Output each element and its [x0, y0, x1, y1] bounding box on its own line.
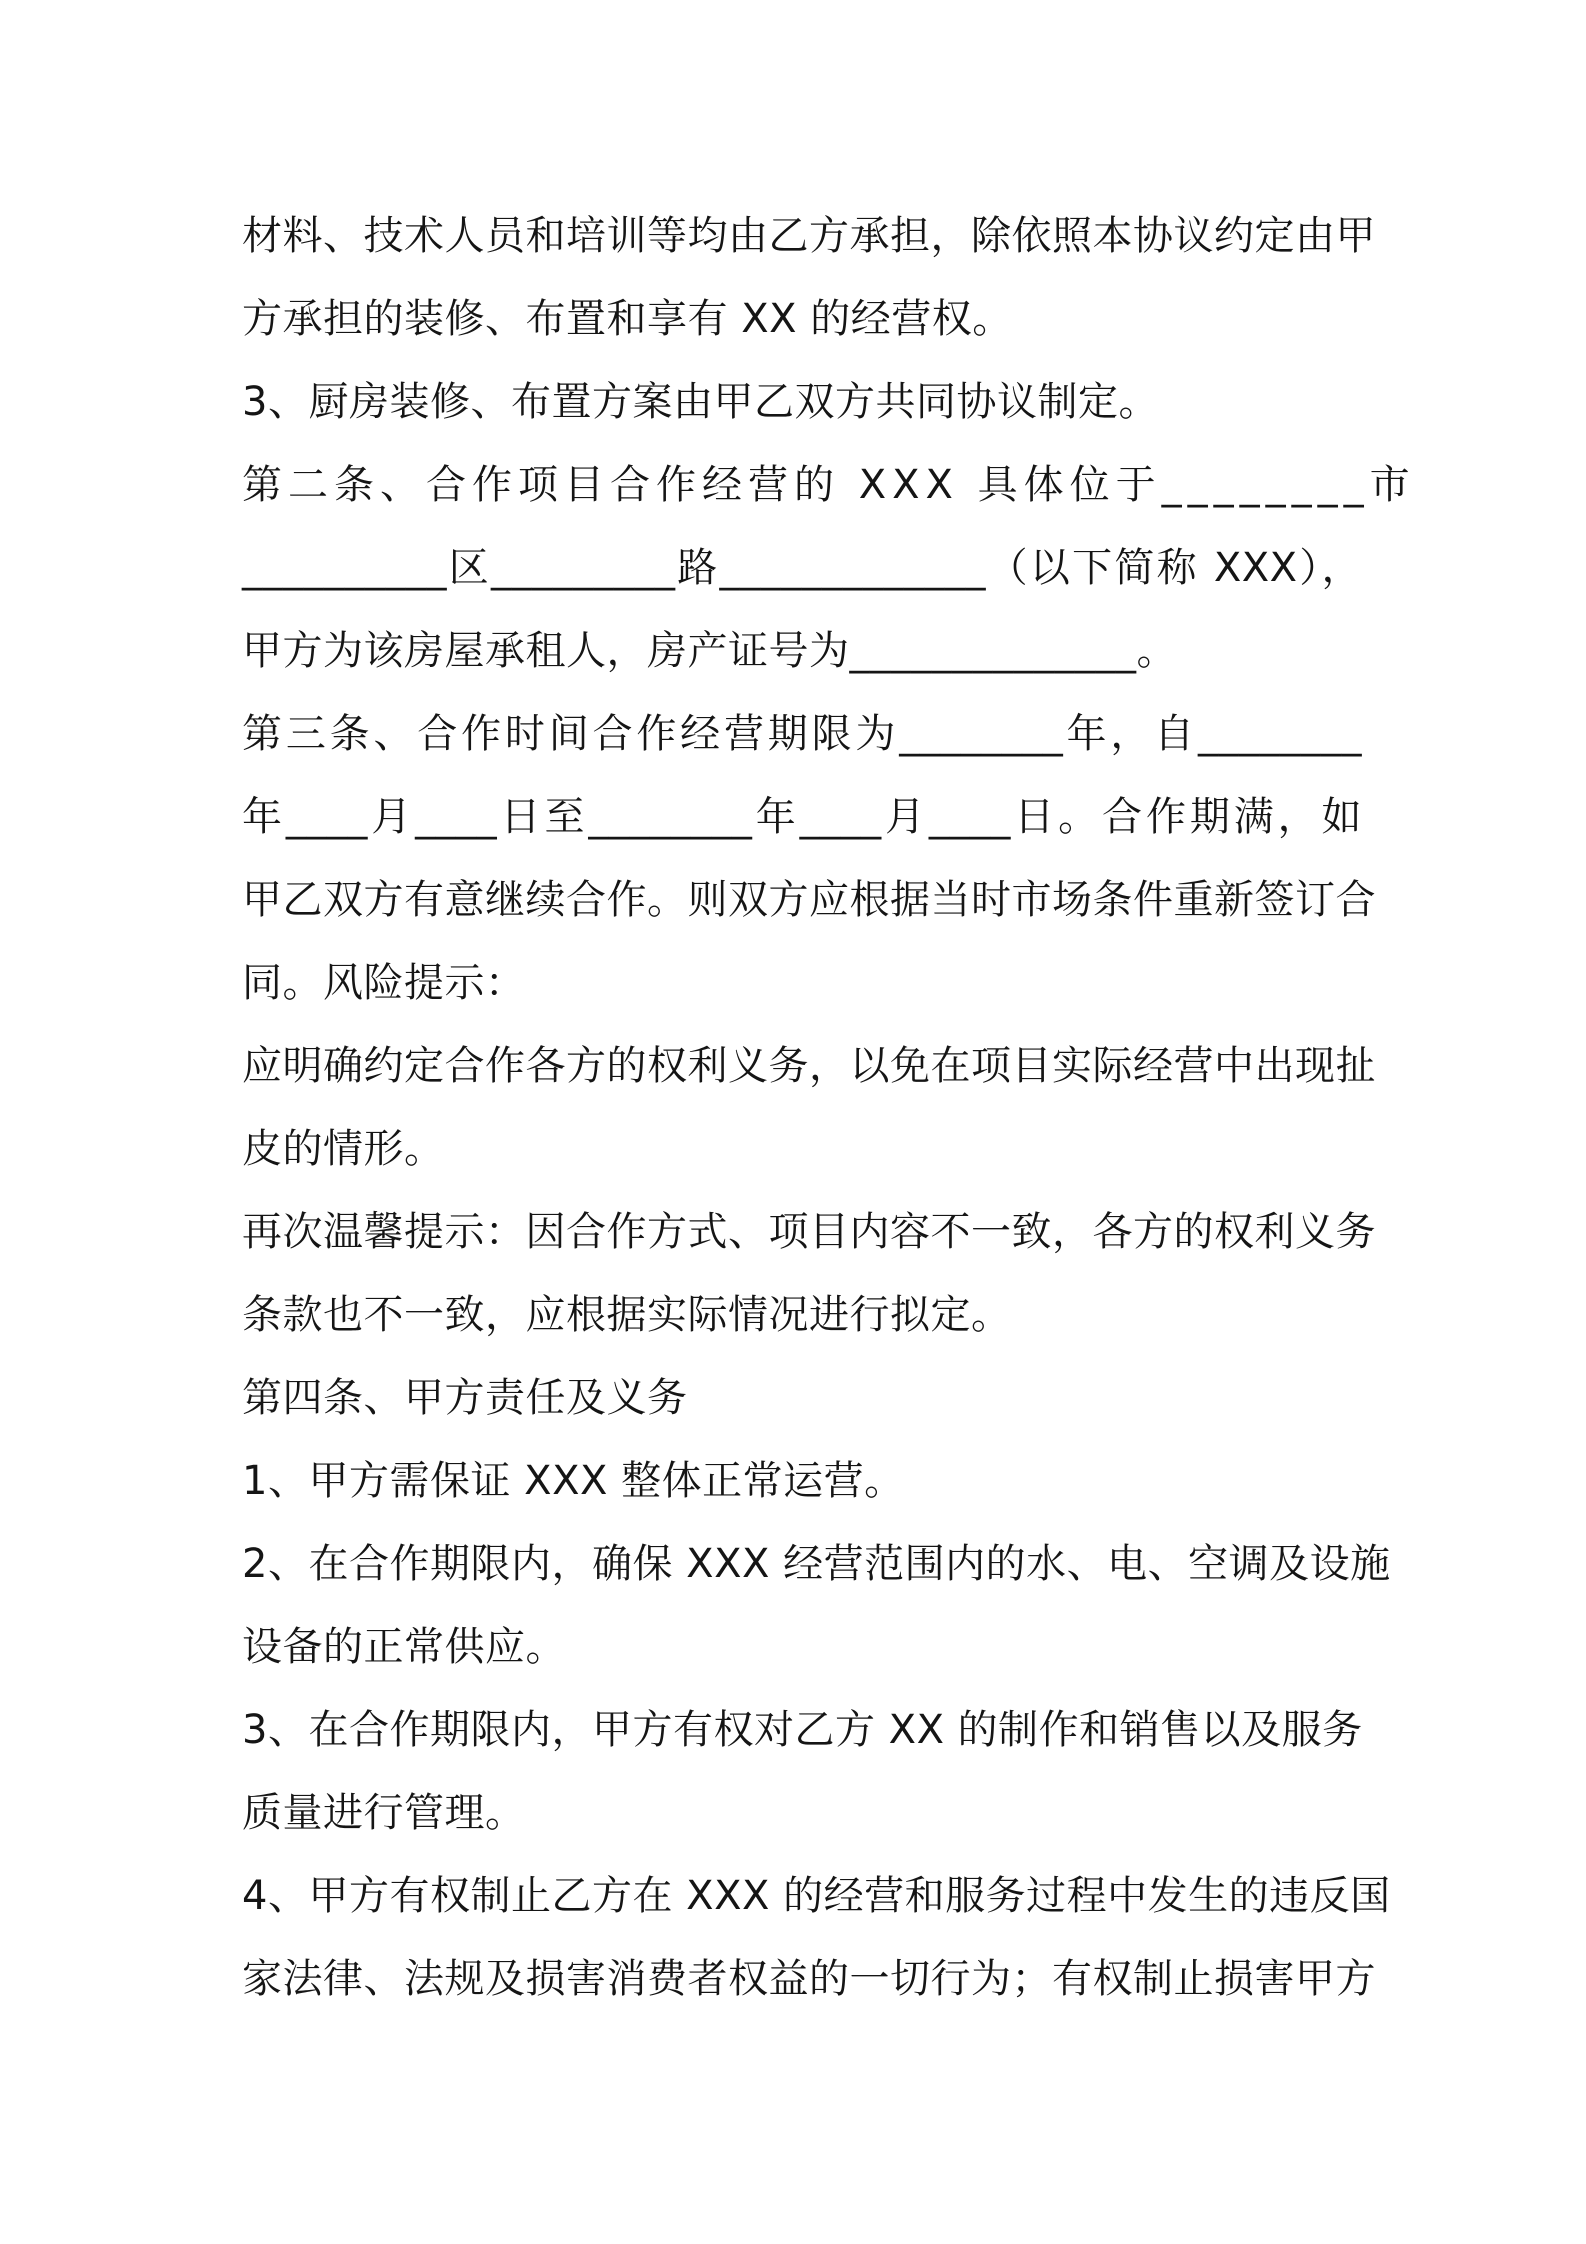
contract-body	[242, 195, 1416, 2021]
text-line-18: 设备的正常供应。	[242, 1624, 566, 1670]
text-line-15: 第四条、甲方责任及义务	[242, 1375, 688, 1421]
text-line-16: 1、甲方需保证 XXX 整体正常运营。	[242, 1458, 905, 1504]
text-line-22: 家法律、法规及损害消费者权益的一切行为；有权制止损害甲方	[242, 1956, 1376, 2002]
text-line-17: 2、在合作期限内，确保 XXX 经营范围内的水、电、空调及设施	[242, 1541, 1391, 1587]
text-line-4: 第二条、合作项目合作经营的 XXX 具体位于________市	[242, 462, 1416, 508]
text-line-19: 3、在合作期限内，甲方有权对乙方 XX 的制作和销售以及服务	[242, 1707, 1363, 1753]
text-line-6: 甲方为该房屋承租人，房产证号为______________。	[242, 628, 1177, 674]
text-line-9: 甲乙双方有意继续合作。则双方应根据当时市场条件重新签订合	[242, 877, 1376, 923]
text-line-3: 3、厨房装修、布置方案由甲乙双方共同协议制定。	[242, 379, 1159, 425]
text-line-20: 质量进行管理。	[242, 1790, 526, 1836]
text-line-14: 条款也不一致，应根据实际情况进行拟定。	[242, 1292, 1012, 1338]
text-line-2: 方承担的装修、布置和享有 XX 的经营权。	[242, 296, 1013, 342]
text-line-13: 再次温馨提示：因合作方式、项目内容不一致，各方的权利义务	[242, 1209, 1376, 1255]
text-line-10: 同。风险提示：	[242, 960, 526, 1006]
text-line-12: 皮的情形。	[242, 1126, 445, 1172]
text-line-11: 应明确约定合作各方的权利义务，以免在项目实际经营中出现扯	[242, 1043, 1376, 1089]
text-line-1: 材料、技术人员和培训等均由乙方承担，除依照本协议约定由甲	[242, 213, 1376, 259]
text-line-5: __________区_________路_____________（以下简称 XXX），	[242, 545, 1362, 591]
text-line-8: 年____月____日至________年____月____日。合作期满，如	[242, 794, 1362, 840]
text-line-21: 4、甲方有权制止乙方在 XXX 的经营和服务过程中发生的违反国	[242, 1873, 1391, 1919]
text-line-7: 第三条、合作时间合作经营期限为________年，自________	[242, 711, 1362, 757]
